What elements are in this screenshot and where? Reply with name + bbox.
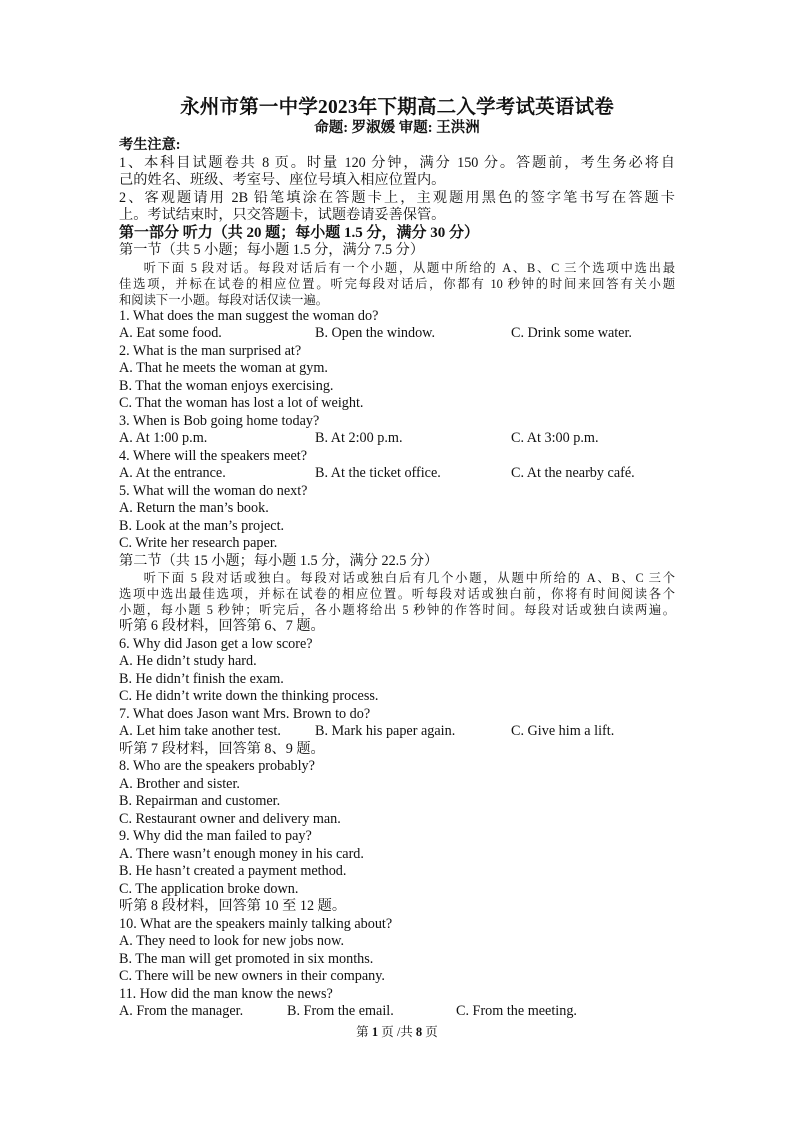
footer-total-pages: 8	[415, 1025, 423, 1039]
question-1-options	[119, 325, 675, 343]
question-11-options	[119, 1003, 675, 1021]
material-8-prompt: 听第 8 段材料，回答第 10 至 12 题。	[119, 898, 347, 914]
question-3-option-b: B. At 2:00 p.m.	[315, 430, 403, 446]
question-8-stem: 8. Who are the speakers probably?	[119, 758, 315, 774]
question-8-option-b: B. Repairman and customer.	[119, 793, 281, 809]
question-6-option-c: C. He didn’t write down the thinking process.	[119, 688, 379, 704]
question-4-option-a: A. At the entrance.	[119, 465, 226, 481]
part-1-heading: 第一部分 听力（共 20 题；每小题 1.5 分，满分 30 分）	[119, 224, 480, 241]
question-11-option-c: C. From the meeting.	[456, 1003, 577, 1019]
question-9-stem: 9. Why did the man failed to pay?	[119, 828, 312, 844]
question-1-stem: 1. What does the man suggest the woman do?	[119, 307, 379, 324]
section-1-instructions-line-3: 和阅读下一小题。每段对话仅读一遍。	[119, 292, 329, 307]
page-title: 永州市第一中学2023年下期高二入学考试英语试卷	[180, 97, 614, 118]
notice-item-2-line-1: 2、客观题请用 2B 铅笔填涂在答题卡上，主观题用黑色的签字笔书写在答题卡	[119, 189, 675, 206]
question-2-option-b: B. That the woman enjoys exercising.	[119, 377, 334, 394]
notice-item-1-line-1: 1、本科目试题卷共 8 页。时量 120 分钟，满分 150 分。答题前，考生务必将自	[119, 154, 675, 171]
question-3-option-a: A. At 1:00 p.m.	[119, 430, 208, 446]
question-6-option-a: A. He didn’t study hard.	[119, 653, 257, 669]
question-9-option-a: A. There wasn’t enough money in his card.	[119, 845, 364, 862]
question-2-stem: 2. What is the man surprised at?	[119, 342, 302, 359]
question-1-option-b: B. Open the window.	[315, 325, 436, 341]
question-8-option-c: C. Restaurant owner and delivery man.	[119, 810, 341, 827]
question-10-option-a: A. They need to look for new jobs now.	[119, 933, 344, 949]
question-10-stem: 10. What are the speakers mainly talking about?	[119, 915, 393, 932]
question-5-option-b: B. Look at the man’s project.	[119, 517, 285, 534]
section-2-instructions-line-3: 小题，每小题 5 秒钟；听完后，各小题将给出 5 秒钟的作答时间。每段对话或独白读两遍。	[119, 603, 675, 617]
question-2-option-c: C. That the woman has lost a lot of weight.	[119, 395, 364, 411]
section-2-instructions-line-2: 选项中选出最佳选项，并标在试卷的相应位置。听每段对话或独白前，你将有时间阅读各个	[119, 587, 675, 601]
question-7-option-a: A. Let him take another test.	[119, 723, 281, 739]
question-3-options	[119, 430, 675, 448]
notice-item-1-line-2: 己的姓名、班级、考室号、座位号填入相应位置内。	[119, 172, 446, 188]
question-3-stem: 3. When is Bob going home today?	[119, 412, 320, 429]
page-subtitle: 命题: 罗淑媛 审题: 王洪洲	[314, 120, 480, 136]
question-4-option-c: C. At the nearby café.	[511, 465, 635, 481]
question-11-option-a: A. From the manager.	[119, 1003, 244, 1019]
question-10-option-b: B. The man will get promoted in six months.	[119, 950, 374, 967]
question-10-option-c: C. There will be new owners in their company.	[119, 968, 385, 984]
question-7-option-b: B. Mark his paper again.	[315, 723, 456, 739]
question-6-stem: 6. Why did Jason get a low score?	[119, 635, 313, 652]
question-4-options	[119, 465, 675, 483]
footer-suffix: 页	[425, 1025, 438, 1039]
question-11-stem: 11. How did the man know the news?	[119, 985, 333, 1002]
question-7-option-c: C. Give him a lift.	[511, 723, 615, 739]
question-1-option-a: A. Eat some food.	[119, 325, 222, 341]
question-9-option-b: B. He hasn’t created a payment method.	[119, 863, 347, 879]
material-7-prompt: 听第 7 段材料，回答第 8、9 题。	[119, 740, 325, 757]
question-4-stem: 4. Where will the speakers meet?	[119, 447, 308, 464]
question-1-option-c: C. Drink some water.	[511, 325, 632, 341]
question-8-option-a: A. Brother and sister.	[119, 775, 240, 792]
section-1-instructions-line-1: 听下面 5 段对话。每段对话后有一个小题，从题中所给的 A、B、C 三个选项中选出最	[143, 260, 675, 275]
question-9-option-c: C. The application broke down.	[119, 880, 299, 897]
question-6-option-b: B. He didn’t finish the exam.	[119, 670, 284, 687]
question-5-stem: 5. What will the woman do next?	[119, 482, 308, 499]
exam-content	[119, 137, 675, 1021]
section-1-heading: 第一节（共 5 小题；每小题 1.5 分，满分 7.5 分）	[119, 242, 425, 258]
page-footer	[0, 1024, 794, 1040]
question-3-option-c: C. At 3:00 p.m.	[511, 430, 599, 446]
footer-page-number: 1	[371, 1025, 379, 1039]
footer-mid: 页 /共	[381, 1025, 413, 1039]
section-2-heading: 第二节（共 15 小题；每小题 1.5 分，满分 22.5 分）	[119, 552, 439, 569]
footer-prefix: 第	[356, 1025, 369, 1039]
question-5-option-a: A. Return the man’s book.	[119, 500, 269, 516]
question-11-option-b: B. From the email.	[287, 1003, 394, 1019]
notice-heading: 考生注意:	[119, 137, 181, 153]
question-7-stem: 7. What does Jason want Mrs. Brown to do?	[119, 705, 371, 722]
section-2-instructions-line-1: 听下面 5 段对话或独白。每段对话或独白后有几个小题，从题中所给的 A、B、C 三个	[143, 571, 675, 585]
section-1-instructions-line-2: 佳选项，并标在试卷的相应位置。听完每段对话后，你都有 10 秒钟的时间来回答有关小题	[119, 276, 675, 291]
notice-item-2-line-2: 上。考试结束时，只交答题卡，试题卷请妥善保管。	[119, 207, 446, 223]
question-4-option-b: B. At the ticket office.	[315, 465, 441, 481]
question-7-options	[119, 723, 675, 741]
question-5-option-c: C. Write her research paper.	[119, 535, 278, 551]
material-6-prompt: 听第 6 段材料，回答第 6、7 题。	[119, 618, 325, 634]
question-2-option-a: A. That he meets the woman at gym.	[119, 360, 328, 376]
